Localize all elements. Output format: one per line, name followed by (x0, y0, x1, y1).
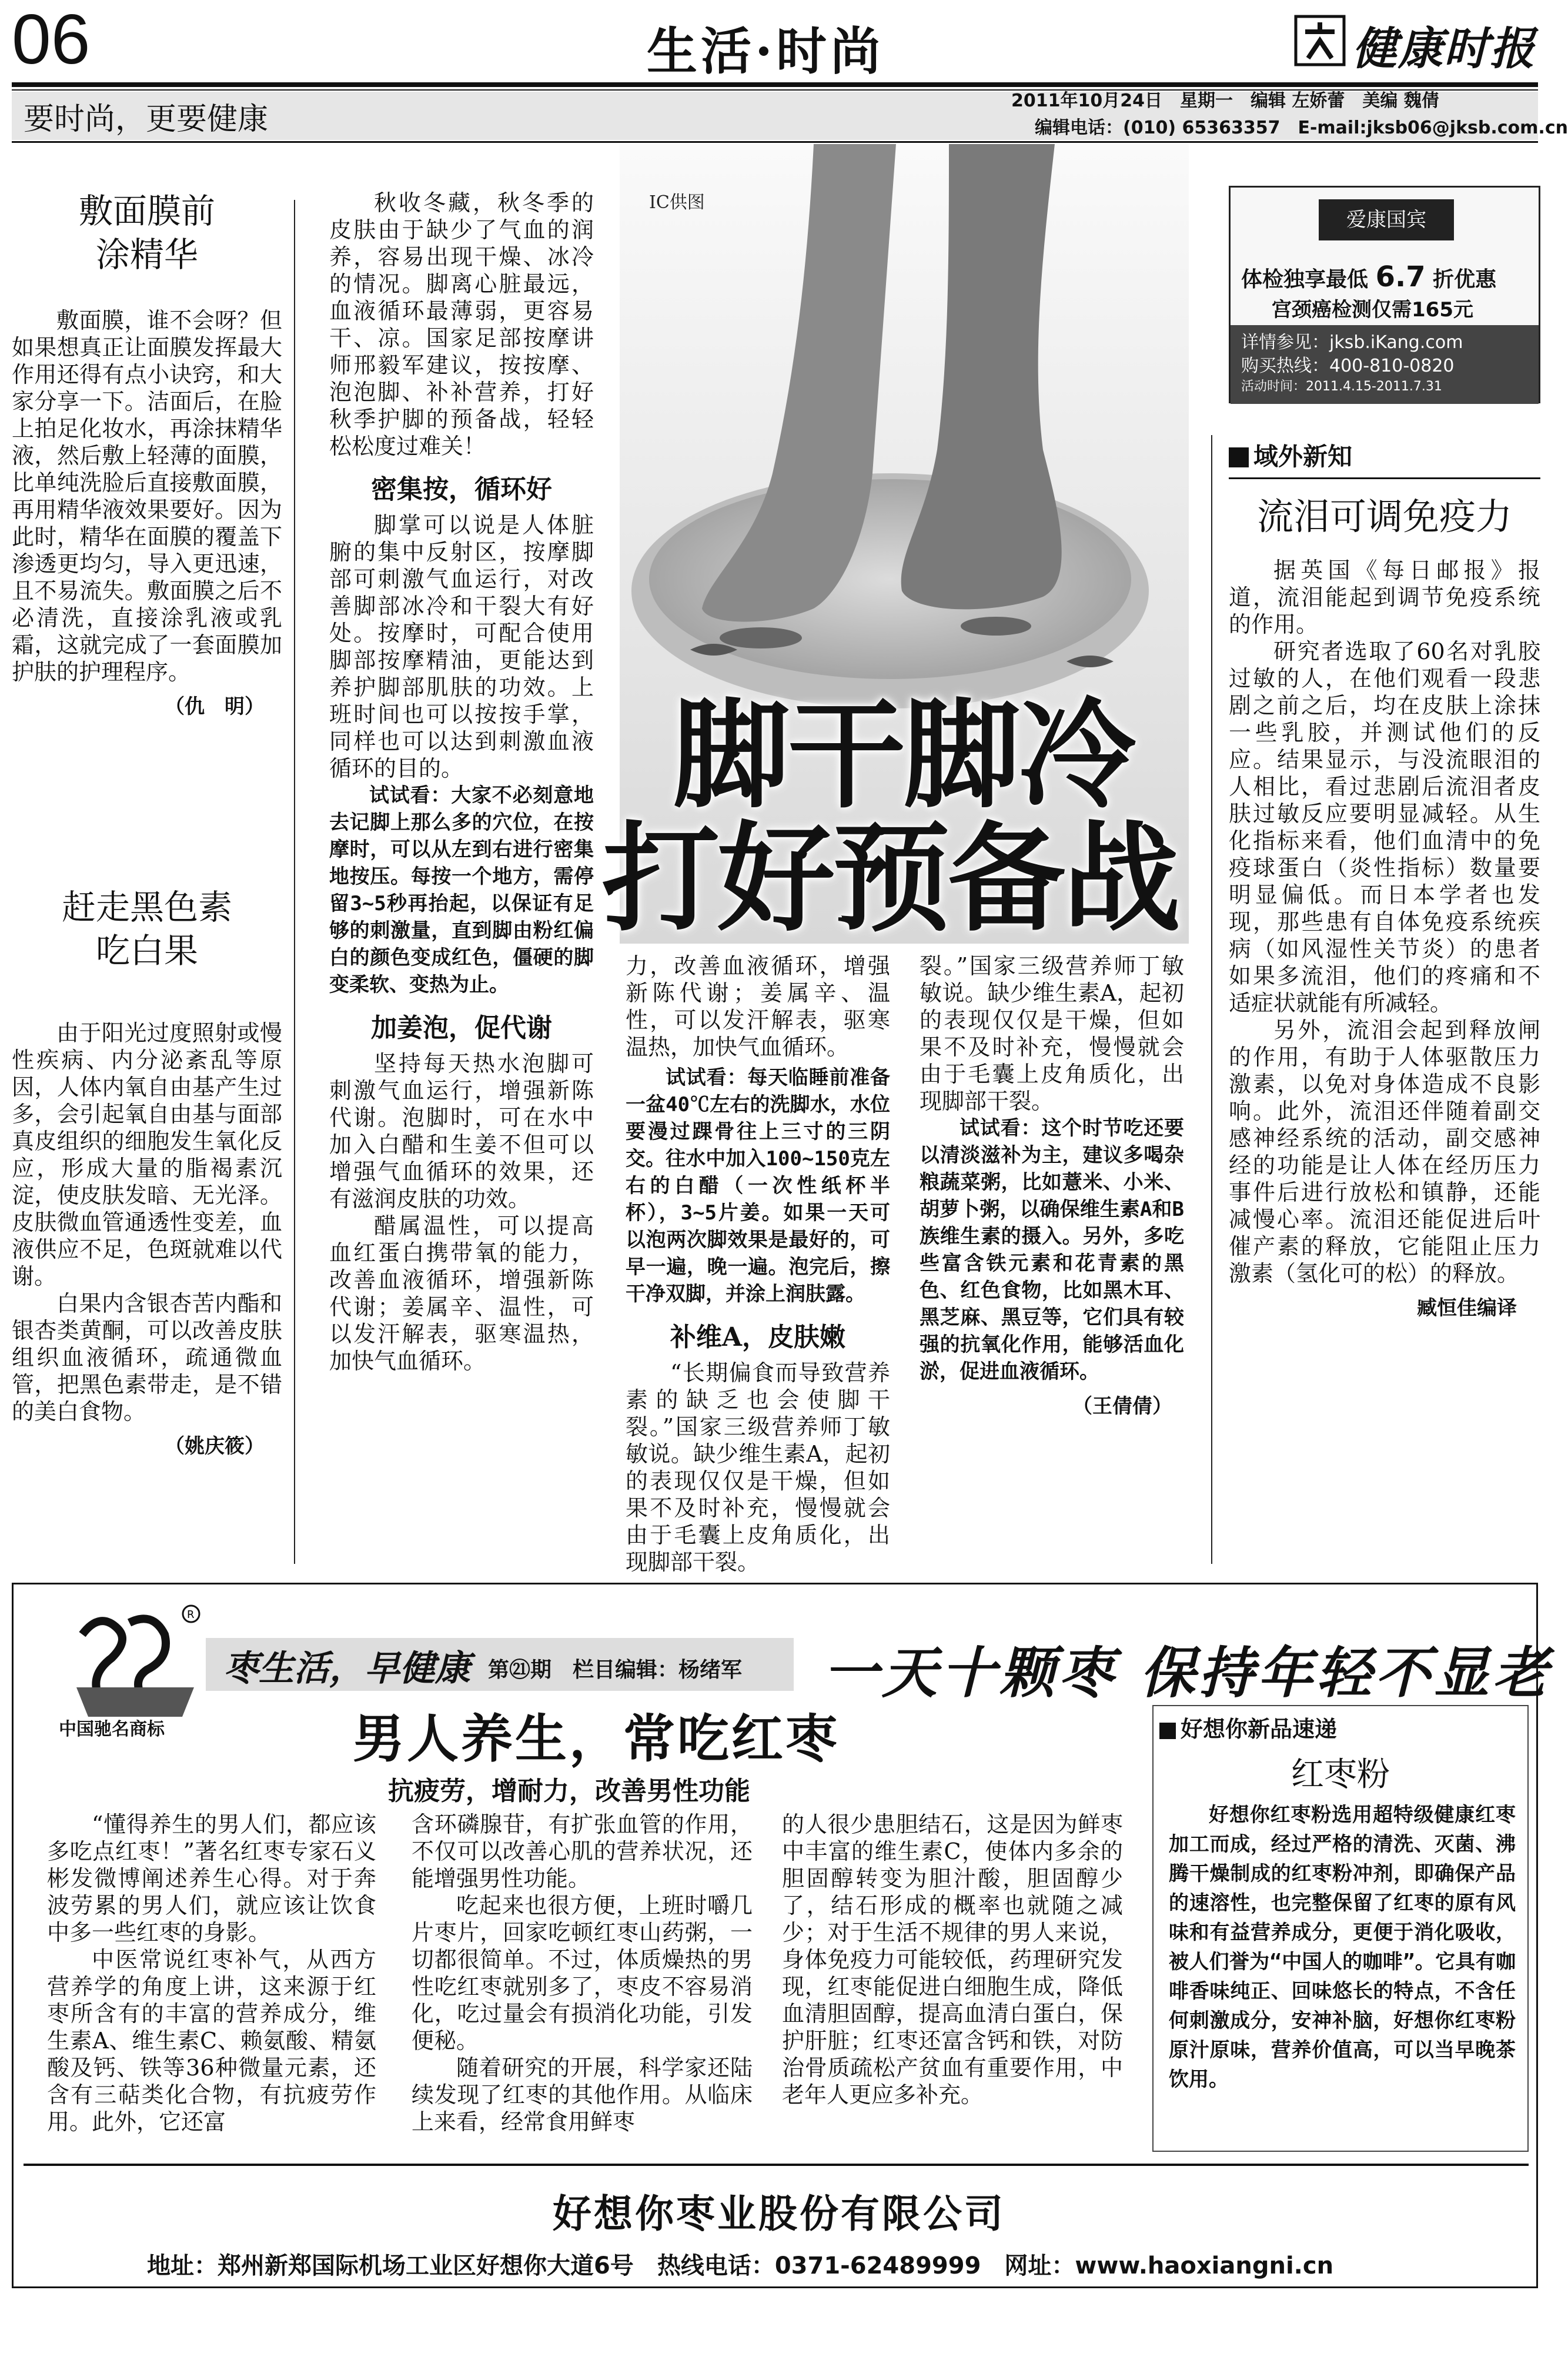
square-bullet-icon (1229, 447, 1249, 467)
haoxiangni-logo-icon (65, 1599, 206, 1729)
ad-offer (1241, 260, 1496, 293)
article-body (12, 307, 282, 686)
svg-text:R: R (187, 1609, 195, 1621)
section-title: 生活·时尚 (647, 22, 884, 81)
new-product-description (1169, 1800, 1516, 2094)
dateline: 2011年10月24日 星期一 编辑 左娇蕾 美编 魏倩 (1011, 91, 1439, 111)
column-issue: 第㉑期 栏目编辑：杨绪军 (488, 1658, 743, 1682)
try-it-text: 大家不必刻意地去记脚上那么多的穴位，在按摩时，可以从左到右进行密集地按压。每按一个地方，需停留3~5秒再抬起，以保证有足够的刺激量，直到脚由粉红偏白的颜色变成红色，僵硬的脚变柔软、变热为止。 (329, 784, 594, 997)
new-product-name: 红枣粉 (1291, 1756, 1390, 1794)
company-name: 好想你枣业股份有限公司 (553, 2191, 1005, 2236)
article-body (12, 1019, 282, 1425)
feet-photo (602, 144, 1189, 948)
column-title: 枣生活，早健康 (223, 1648, 470, 1689)
company-address: 地址：郑州新郑国际机场工业区好想你大道6号 热线电话：0371-62489999 网址：www.haoxiangni.cn (147, 2252, 1334, 2279)
article-title (12, 885, 282, 972)
column-divider (1211, 435, 1212, 1564)
article-title-line: 敷面膜前 (78, 191, 215, 231)
masthead-title: 健康时报 (1352, 22, 1536, 75)
company-rule (24, 2164, 1529, 2166)
try-it-box (626, 1064, 890, 1308)
article-body (329, 189, 594, 460)
article-tears (1229, 437, 1540, 1320)
article-title: 流泪可调免疫力 (1256, 495, 1512, 538)
article-paragraph: 中医常说红枣补气，从西方营养学的角度上讲，这来源于红枣所含有的丰富的营养成分，维生素A、维生素C、赖氨酸、精氨酸及钙、铁等36种微量元素，还含有三萜类化合物，有抗疲劳作用。此外，它还富 (47, 1947, 376, 2135)
article-feet-col2 (626, 952, 891, 1575)
article-paragraph: 随着研究的开展，科学家还陆续发现了红枣的其他作用。从临床上来看，经常食用鲜枣 (412, 2055, 753, 2135)
article-feet-col3 (920, 952, 1184, 1419)
article-title-line: 赶走黑色素 (61, 887, 232, 927)
article-feet-col1 (329, 189, 594, 1374)
try-it-label: 试试看： (369, 784, 452, 807)
article-title (12, 189, 282, 276)
article-body (626, 952, 890, 1061)
article-body (412, 1811, 753, 2135)
ad-offer-line2: 宫颈癌检测仅需165元 (1272, 298, 1473, 322)
ad-offer-prefix: 体检独享最低 (1241, 268, 1369, 292)
column-label-rule (1229, 477, 1540, 479)
header-rule-bottom (12, 141, 1538, 143)
article-paragraph: 力，改善血液循环，增强新陈代谢；姜属辛、温性，可以发汗解表，驱寒温热，加快气血循环。 (626, 953, 890, 1060)
ikang-ad[interactable] (1229, 186, 1540, 403)
ad-detail-hotline: 购买热线：400-810-0820 (1241, 356, 1455, 376)
article-paragraph: 另外，流泪会起到释放闸的作用，有助于人体驱散压力激素，以免对身体造成不良影响。此外，流泪还伴随着副交感神经系统的活动，副交感神经的功能是让人体在经历压力事件后进行放松和镇静，还能减慢心率。流泪还能促进后叶催产素的释放，它能阻止压力激素（氢化可的松）的释放。 (1229, 1017, 1540, 1286)
article-body (329, 511, 594, 782)
ad-offer-value: 6.7 (1375, 260, 1426, 293)
article-paragraph: 研究者选取了60名对乳胶过敏的人，在他们观看一段悲剧之前之后，均在皮肤上涂抹一些乳胶，并测试他们的反应。结果显示，与没流眼泪的人相比，看过悲剧后流泪者皮肤过敏反应要明显减轻。从生化指标来看，他们血清中的免疫球蛋白（炎性指标）数量要明显偏低。而日本学者也发现，那些患有自体免疫系统疾病（如风湿性关节炎）的患者如果多流泪，他们的疼痛和不适症状就能有所减轻。 (1229, 638, 1540, 1016)
article-body (47, 1811, 376, 2135)
article-byline: （姚庆筱） (165, 1435, 265, 1458)
ad-column-3 (782, 1811, 1123, 2108)
article-paragraph: 坚持每天热水泡脚可刺激气血运行，增强新陈代谢。泡脚时，可在水中加入白醋和生姜不但可以增强气血循环的效果，还有滋润皮肤的功效。 (329, 1051, 594, 1212)
article-paragraph: 据英国《每日邮报》报道，流泪能起到调节免疫系统的作用。 (1229, 557, 1540, 637)
ad-slogan: 一天十颗枣 保持年轻不显老 (823, 1641, 1552, 1706)
article-byline: 臧恒佳编译 (1417, 1296, 1517, 1320)
article-paragraph: 吃起来也很方便，上班时嚼几片枣片，回家吃顿红枣山药粥，一切都很简单。不过，体质燥热的男性吃红枣就别多了，枣皮不容易消化，吃过量会有损消化功能，引发便秘。 (412, 1893, 753, 2054)
article-byline: （仇 明） (165, 695, 265, 718)
article-subhead: 密集按，循环好 (371, 474, 552, 504)
article-white-fruit (12, 885, 282, 1459)
article-body (1229, 557, 1540, 1287)
masthead (1293, 8, 1540, 73)
photo-credit: IC供图 (649, 192, 705, 213)
new-product-paragraph: 好想你红枣粉选用超特级健康红枣加工而成，经过严格的清洗、灭菌、沸腾干燥制成的红枣粉冲剂，即确保产品的速溶性，也完整保留了红枣的原有风味和有益营养成分，更便于消化吸收，被人们誉为“中国人的咖啡”。它具有咖啡香味纯正、回味悠长的特点，不含任何刺激成分，安神补脑，好想你红枣粉原汁原味，营养价值高，可以当早晚茶饮用。 (1169, 1803, 1516, 2091)
column-label-text: 域外新知 (1253, 442, 1353, 471)
new-product-title-text: 好想你新品速递 (1181, 1716, 1338, 1742)
ad-column-2 (412, 1811, 753, 2135)
brand-caption: 中国驰名商标 (59, 1719, 165, 1740)
try-it-text: 这个时节吃还要以清淡滋补为主，建议多喝杂粮蔬菜粥，比如薏米、小米、胡萝卜粥，以确保维生素A和B族维生素的摄入。另外，多吃些富含铁元素和花青素的黑色、红色食物，比如黑木耳、黑芝麻、黑豆等，它们具有较强的抗氧化作用，能够活血化淤，促进血液循环。 (920, 1116, 1185, 1383)
article-body (329, 1050, 594, 1374)
ad-details (1231, 325, 1539, 404)
contact-line: 编辑电话：(010) 65363357 E-mail:jksb06@jksb.com.cn (1035, 118, 1568, 138)
try-it-label: 试试看： (666, 1066, 748, 1089)
try-it-label: 试试看： (959, 1116, 1042, 1140)
article-body (920, 952, 1184, 1115)
article-body (626, 1359, 890, 1575)
ad-detail-period: 活动时间：2011.4.15-2011.7.31 (1241, 379, 1442, 394)
page-number: 06 (12, 0, 91, 79)
try-it-text: 每天临睡前准备一盆40℃左右的洗脚水，水位要漫过踝骨往上三寸的三阴交。往水中加入100~150克左右的白醋（一次性纸杯半杯），3~5片姜。如果一天可以泡两次脚效果是最好的，可早一遍，晚一遍。泡完后，擦干净双脚，并涂上润肤露。 (626, 1066, 891, 1306)
ad-column-1 (47, 1811, 376, 2135)
feature-headline: 脚干脚冷 (673, 687, 1134, 824)
article-paragraph: “懂得养生的男人们，都应该多吃点红枣！”著名红枣专家石义彬发微博阐述养生心得。对于奔波劳累的男人们，就应该让饮食中多一些红枣的身影。 (47, 1811, 376, 1945)
article-title-line: 涂精华 (95, 235, 198, 275)
article-paragraph: 脚掌可以说是人体脏腑的集中反射区，按摩脚部可刺激气血运行，对改善脚部冰冷和干裂大有好处。按摩时，可配合使用脚部按摩精油，更能达到养护脚部肌肤的功效。上班时间也可以按按手掌，同样也可以达到刺激血液循环的目的。 (329, 512, 594, 781)
new-product-title (1159, 1711, 1337, 1743)
article-paragraph: 含环磷腺苷，有扩张血管的作用，不仅可以改善心肌的营养状况，还能增强男性功能。 (412, 1811, 753, 1891)
article-paragraph: “长期偏食而导致营养素的缺乏也会使脚干裂。”国家三级营养师丁敏敏说。缺少维生素A，起初的表现仅仅是干燥，但如果不及时补充，慢慢就会由于毛囊上皮角质化，出现脚部干裂。 (626, 1360, 890, 1575)
article-body (782, 1811, 1123, 2108)
try-it-box (920, 1115, 1184, 1385)
article-paragraph: 敷面膜，谁不会呀？但如果想真正让面膜发挥最大作用还得有点小诀窍，和大家分享一下。洁面后，在脸上拍足化妆水，再涂抹精华液，然后敷上轻薄的面膜，比单纯洗脸后直接敷面膜，再用精华液效果要好。因为此时，精华在面膜的覆盖下渗透更均匀，导入更迅速，且不易流失。敷面膜之后不必清洗，直接涂乳液或乳霜，这就完成了一套面膜加护肤的护理程序。 (12, 307, 282, 685)
ad-offer-suffix: 折优惠 (1433, 268, 1497, 292)
article-paragraph: 裂。”国家三级营养师丁敏敏说。缺少维生素A，起初的表现仅仅是干燥，但如果不及时补充，慢慢就会由于毛囊上皮角质化，出现脚部干裂。 (920, 953, 1184, 1114)
article-byline: （王倩倩） (1072, 1395, 1172, 1418)
new-product-box (1152, 1705, 1529, 2152)
article-paragraph: 白果内含银杏苦内酯和银杏类黄酮，可以改善皮肤组织血液循环，疏通微血管，把黑色素带走，是不错的美白食物。 (12, 1291, 282, 1425)
page-slogan: 要时尚，更要健康 (24, 102, 269, 137)
ad-headline: 男人养生，常吃红枣 (353, 1708, 840, 1769)
feature-headline: 打好预备战 (602, 811, 1179, 948)
column-divider (294, 200, 295, 1564)
article-paragraph: 醋属温性，可以提高血红蛋白携带氧的能力，改善血液循环，增强新陈代谢；姜属辛、温性，可以发汗解表，驱寒温热，加快气血循环。 (329, 1213, 594, 1374)
article-subhead: 补维A，皮肤嫩 (670, 1322, 846, 1352)
square-bullet-icon (1159, 1723, 1176, 1739)
ad-detail-url[interactable]: 详情参见：jksb.iKang.com (1241, 332, 1463, 353)
masthead-logo-icon (1293, 14, 1346, 67)
article-title-line: 吃白果 (95, 931, 198, 971)
article-subhead: 加姜泡，促代谢 (371, 1013, 552, 1043)
article-paragraph: 的人很少患胆结石，这是因为鲜枣中丰富的维生素C，使体内多余的胆固醇转变为胆汁酸，胆固醇少了，结石形成的概率也就随之减少；对于生活不规律的男人来说，身体免疫力可能较低，药理研究发现，红枣能促进白细胞生成，降低血清胆固醇，提高血清白蛋白，保护肝脏；红枣还富含钙和铁，对防治骨质疏松产贫血有重要作用，中老年人更应多补充。 (782, 1811, 1123, 2108)
article-mask (12, 189, 282, 719)
article-paragraph: 由于阳光过度照射或慢性疾病、内分泌紊乱等原因，人体内氧自由基产生过多，会引起氧自由基与面部真皮组织的细胞发生氧化反应，形成大量的脂褐素沉淀，使皮肤发暗、无光泽。皮肤微血管通透性变差，血液供应不足，色斑就难以代谢。 (12, 1020, 282, 1289)
ikang-logo: 爱康国宾 (1319, 199, 1454, 240)
try-it-box (329, 782, 594, 998)
article-intro: 秋收冬藏，秋冬季的皮肤由于缺少了气血的润养，容易出现干燥、冰冷的情况。脚离心脏最远，血液循环最薄弱，更容易干、凉。国家足部按摩讲师邢毅军建议，按按摩、泡泡脚、补补营养，打好秋季护脚的预备战，轻轻松松度过难关！ (329, 190, 594, 459)
ad-subhead: 抗疲劳，增耐力，改善男性功能 (388, 1776, 750, 1806)
column-label (1229, 437, 1540, 473)
